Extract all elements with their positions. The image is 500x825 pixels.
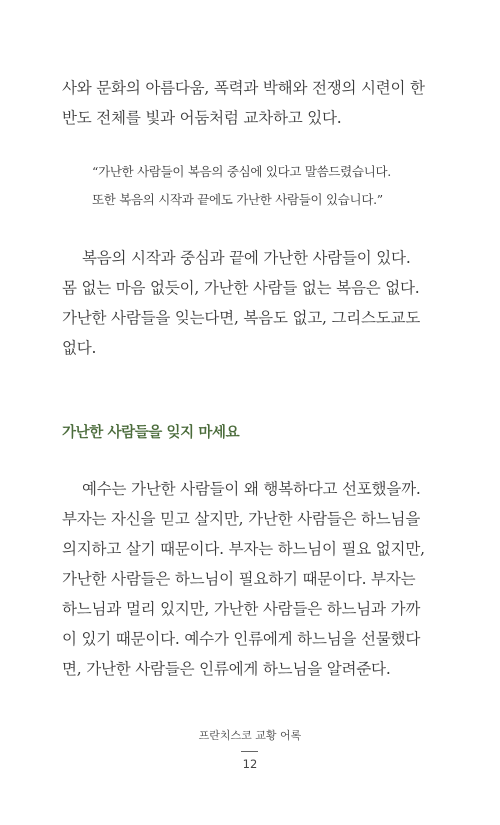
text-line: 하느님과 멀리 있지만, 가난한 사람들은 하느님과 가까 [62,600,421,618]
text-line: 면, 가난한 사람들은 인류에게 하느님을 알려준다. [62,660,391,678]
text-line: 없다. [62,339,97,357]
section-heading: 가난한 사람들을 잊지 마세요 [62,425,240,441]
text-line: 의지하고 살기 때문이다. 부자는 하느님이 필요 없지만, [62,540,425,558]
paragraph-continued [62,73,425,133]
footer-divider [241,751,258,752]
text-line: 가난한 사람들을 잊는다면, 복음도 없고, 그리스도교도 [62,309,421,327]
quote-line: 또한 복음의 시작과 끝에도 가난한 사람들이 있습니다.” [92,192,383,207]
text-line: 반도 전체를 빛과 어둠처럼 교차하고 있다. [62,109,342,127]
paragraph-gospel [62,243,421,363]
text-line: 사와 문화의 아름다움, 폭력과 박해와 전쟁의 시련이 한 [62,79,425,97]
text-line: 이 있기 때문이다. 예수가 인류에게 하느님을 선물했다 [62,630,421,648]
text-line: 가난한 사람들은 하느님이 필요하기 때문이다. 부자는 [62,570,416,588]
text-line: 부자는 자신을 믿고 살지만, 가난한 사람들은 하느님을 [62,510,421,528]
block-quote [92,158,412,214]
text-line: 몸 없는 마음 없듯이, 가난한 사람들 없는 복음은 없다. [62,279,420,297]
quote-line: “가난한 사람들이 복음의 중심에 있다고 말씀드렸습니다. [92,164,391,179]
page-number: 12 [242,757,258,771]
text-line: 복음의 시작과 중심과 끝에 가난한 사람들이 있다. [82,249,411,267]
paragraph-blessed-poor [62,474,425,684]
running-footer-title: 프란치스코 교황 어록 [198,729,302,742]
text-line: 예수는 가난한 사람들이 왜 행복하다고 선포했을까. [82,480,421,498]
